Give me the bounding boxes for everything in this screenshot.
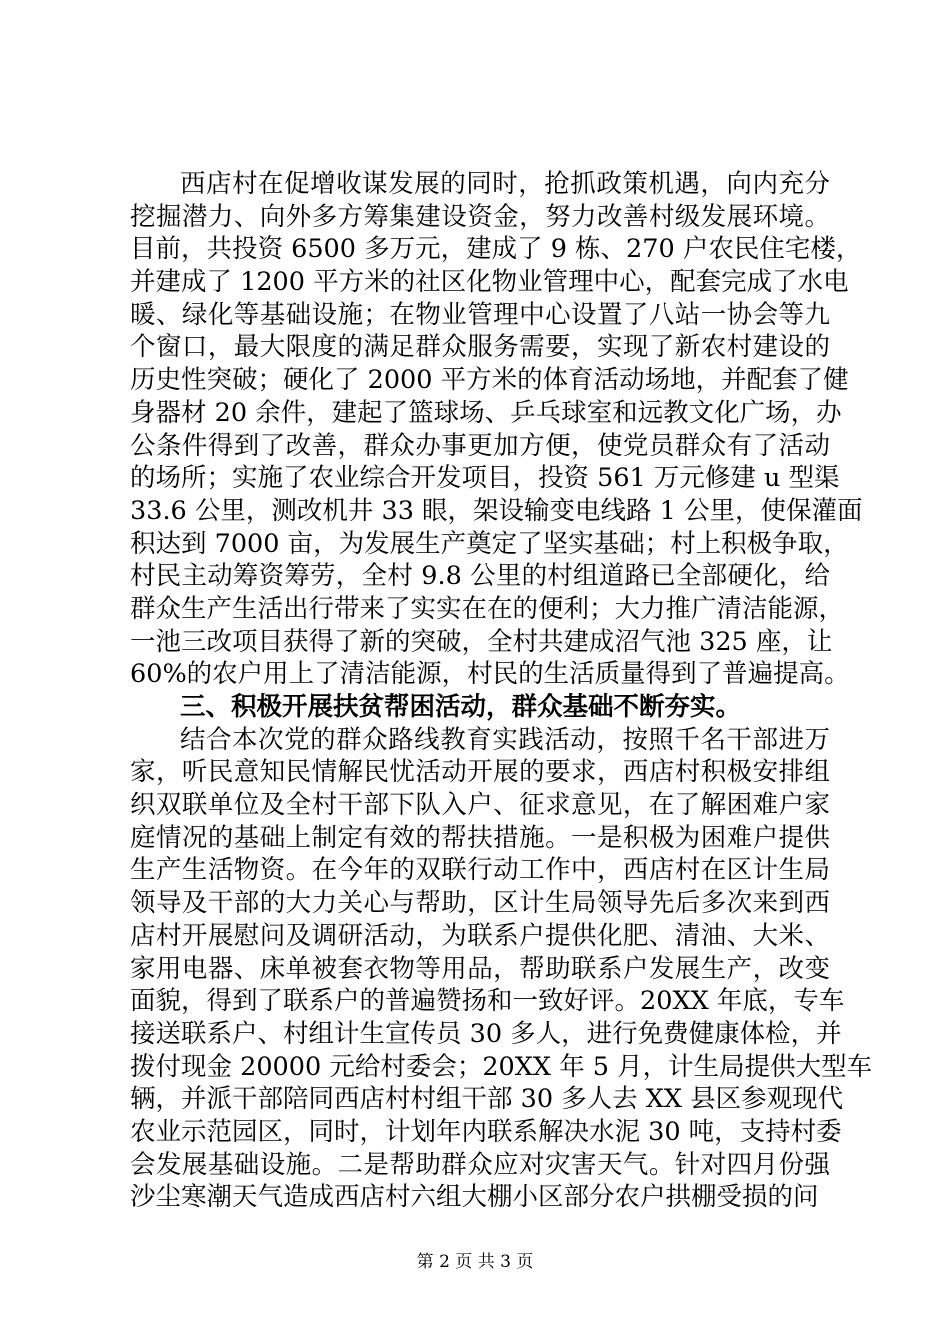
text-line: 织双联单位及全村干部下队入户、征求意见，在了解困难户家 xyxy=(130,790,830,821)
text-line: 家，听民意知民情解民忧活动开展的要求，西店村积极安排组 xyxy=(130,757,830,788)
text-line: 生产生活物资。在今年的双联行动工作中，西店村在区计生局 xyxy=(130,855,830,886)
text-line: 面貌，得到了联系户的普遍赞扬和一致好评。20XX 年底，专车 xyxy=(130,986,845,1017)
text-line: 西店村在促增收谋发展的同时，抢抓政策机遇，向内充分 xyxy=(180,169,830,199)
text-line: 农业示范园区，同时，计划年内联系解决水泥 30 吨，支持村委 xyxy=(130,1116,842,1147)
text-line: 接送联系户、村组计生宣传员 30 多人，进行免费健康体检，并 xyxy=(130,1018,842,1049)
text-line: 挖掘潜力、向外多方筹集建设资金，努力改善村级发展环境。 xyxy=(130,201,830,232)
text-line: 的场所；实施了农业综合开发项目，投资 561 万元修建 u 型渠 xyxy=(130,463,840,494)
text-line: 身器材 20 余件，建起了篮球场、乒乓球室和远教文化广场，办 xyxy=(130,397,842,428)
text-line: 店村开展慰问及调研活动，为联系户提供化肥、清油、大米、 xyxy=(130,920,830,951)
text-line: 家用电器、床单被套衣物等用品，帮助联系户发展生产，改变 xyxy=(130,953,830,984)
paragraph-infrastructure xyxy=(130,168,863,691)
text-line: 60%的农户用上了清洁能源，村民的生活质量得到了普遍提高。 xyxy=(130,659,850,690)
text-line: 历史性突破；硬化了 2000 平方米的体育活动场地，并配套了健 xyxy=(130,365,849,396)
text-line: 庭情况的基础上制定有效的帮扶措施。一是积极为困难户提供 xyxy=(130,822,830,853)
page-number-footer: 第 2 页 共 3 页 xyxy=(416,1252,534,1272)
text-line: 群众生产生活出行带来了实实在在的便利；大力推广清洁能源， xyxy=(130,593,845,624)
text-line: 目前，共投资 6500 多万元，建成了 9 栋、270 户农民住宅楼， xyxy=(130,234,862,265)
document-body xyxy=(130,168,873,1214)
text-line: 结合本次党的群众路线教育实践活动，按照千名干部进万 xyxy=(180,724,830,755)
text-line: 暖、绿化等基础设施；在物业管理中心设置了八站一协会等九 xyxy=(130,299,830,330)
text-line: 个窗口，最大限度的满足群众服务需要，实现了新农村建设的 xyxy=(130,332,830,363)
text-line: 辆，并派干部陪同西店村村组干部 30 多人去 XX 县区参观现代 xyxy=(130,1084,844,1115)
text-line: 领导及干部的大力关心与帮助，区计生局领导先后多次来到西 xyxy=(130,888,830,919)
text-line: 会发展基础设施。二是帮助群众应对灾害天气。针对四月份强 xyxy=(130,1149,830,1180)
text-line: 拨付现金 20000 元给村委会；20XX 年 5 月，计生局提供大型车 xyxy=(130,1051,873,1082)
text-line: 一池三改项目获得了新的突破，全村共建成沼气池 325 座，让 xyxy=(130,626,833,657)
text-line: 沙尘寒潮天气造成西店村六组大棚小区部分农户拱棚受损的问 xyxy=(130,1182,819,1213)
section-heading: 三、积极开展扶贫帮困活动，群众基础不断夯实。 xyxy=(180,692,742,722)
text-line: 村民主动筹资筹劳，全村 9.8 公里的村组道路已全部硬化，给 xyxy=(130,561,830,592)
text-line: 33.6 公里，测改机井 33 眼，架设输变电线路 1 公里，使保灌面 xyxy=(130,495,863,526)
paragraph-poverty-relief xyxy=(130,724,873,1214)
text-line: 并建成了 1200 平方米的社区化物业管理中心，配套完成了水电 xyxy=(130,267,849,298)
text-line: 公条件得到了改善，群众办事更加方便，使党员群众有了活动 xyxy=(130,430,830,461)
text-line: 积达到 7000 亩，为发展生产奠定了坚实基础；村上积极争取， xyxy=(130,528,849,559)
